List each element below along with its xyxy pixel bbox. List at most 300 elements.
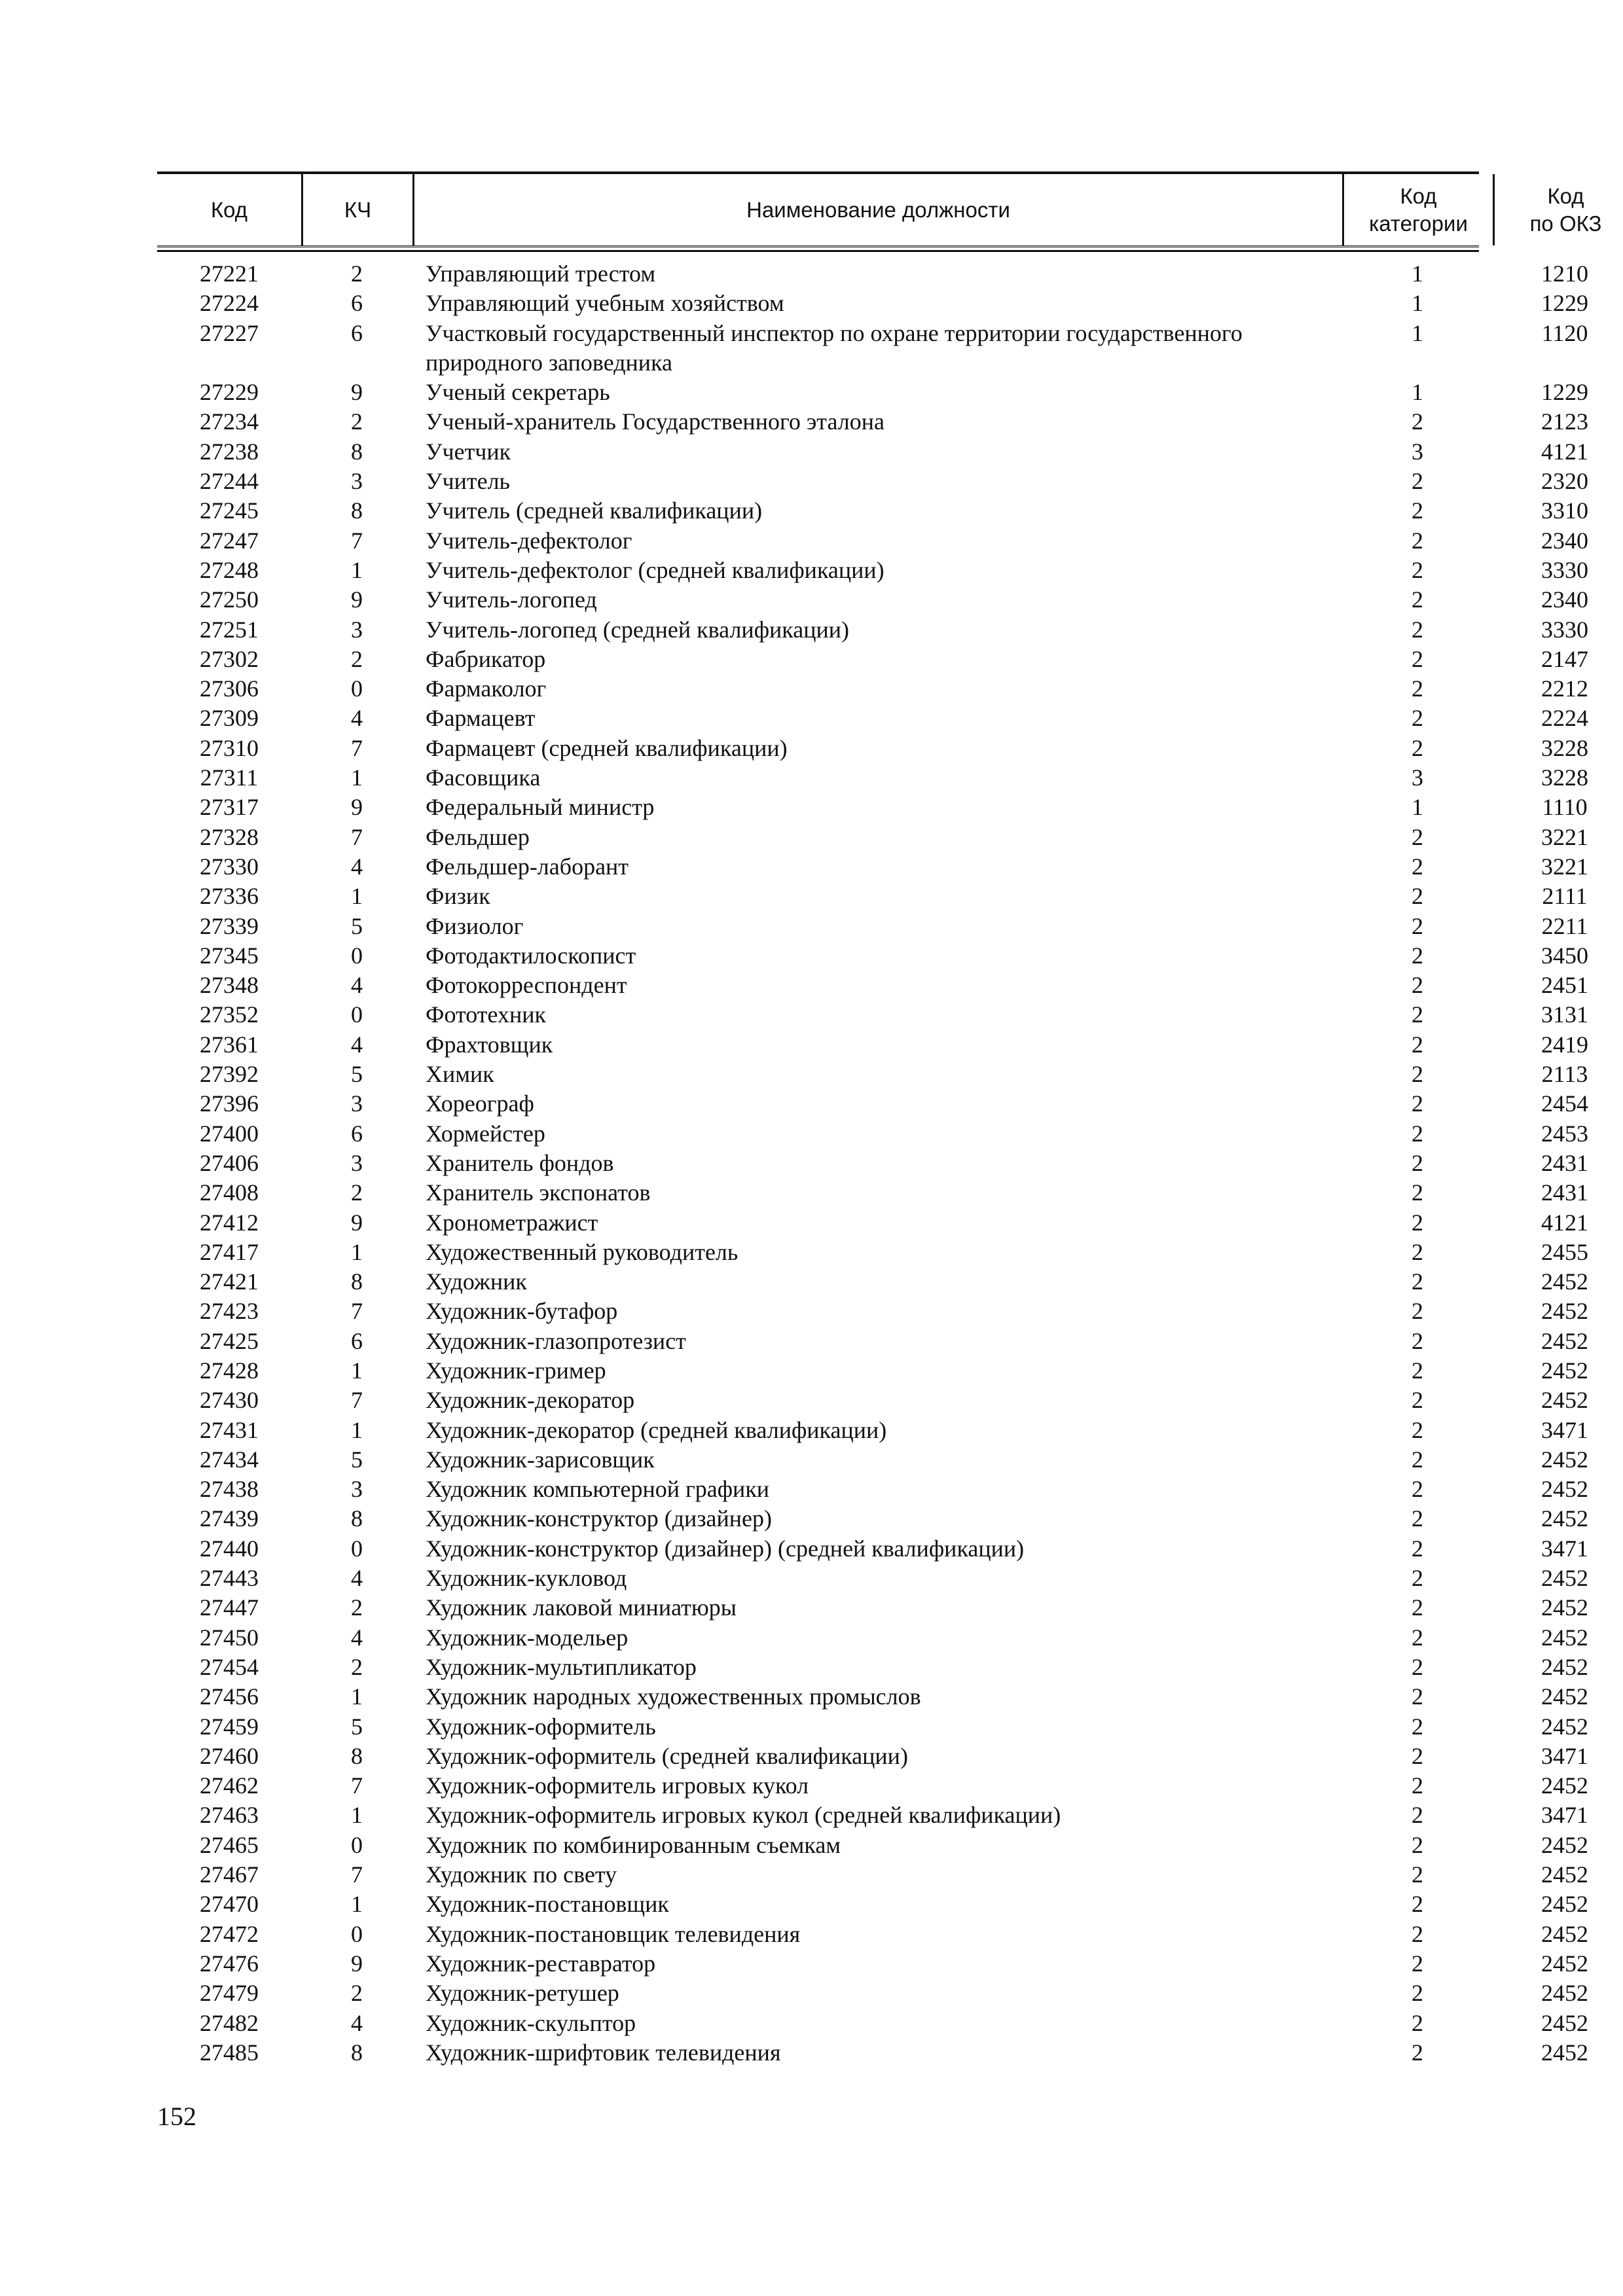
cell-okz-code: 2452 [1541, 1920, 1588, 1947]
cell-category-code: 2 [1412, 1357, 1423, 1384]
cell-okz-code: 2452 [1541, 1653, 1588, 1680]
cell-kch: 8 [351, 497, 363, 524]
table-row [157, 407, 1588, 437]
table-row [157, 793, 1588, 822]
cell-category-code: 2 [1412, 675, 1423, 702]
cell-position-name: Хранитель фондов [426, 1149, 614, 1176]
cell-category-code: 1 [1412, 319, 1423, 346]
cell-category-code: 2 [1412, 556, 1423, 583]
cell-category-code: 2 [1412, 1061, 1423, 1088]
cell-position-name: Хранитель экспонатов [426, 1179, 651, 1206]
cell-category-code: 2 [1412, 1001, 1423, 1028]
cell-code: 27234 [200, 408, 259, 435]
cell-kch: 1 [351, 556, 363, 583]
cell-position-name: Физик [426, 883, 490, 910]
table-row [157, 1831, 1588, 1860]
cell-code: 27439 [200, 1505, 259, 1532]
cell-code: 27244 [200, 468, 259, 495]
cell-okz-code: 1210 [1541, 260, 1588, 287]
cell-okz-code: 2452 [1541, 1861, 1588, 1888]
cell-kch: 3 [351, 616, 363, 643]
cell-kch: 2 [351, 408, 363, 435]
cell-code: 27443 [200, 1565, 259, 1592]
table-row [157, 1475, 1588, 1504]
cell-category-code: 3 [1412, 764, 1423, 791]
page-number: 152 [157, 2102, 196, 2131]
cell-kch: 5 [351, 1713, 363, 1740]
cell-okz-code: 4121 [1541, 1209, 1588, 1236]
table-row [157, 1949, 1588, 1979]
header-position-name: Наименование должности [412, 174, 1342, 245]
table-row [157, 259, 1588, 289]
table-row [157, 1000, 1588, 1030]
cell-code: 27306 [200, 675, 259, 702]
cell-position-name: Фототехник [426, 1001, 547, 1028]
table-row [157, 1297, 1588, 1326]
cell-category-code: 2 [1412, 1831, 1423, 1858]
cell-code: 27400 [200, 1120, 259, 1147]
cell-code: 27465 [200, 1831, 259, 1858]
cell-kch: 9 [351, 794, 363, 821]
table-row [157, 1119, 1588, 1149]
table-row [157, 1267, 1588, 1297]
table-row [157, 1712, 1588, 1742]
cell-code: 27470 [200, 1891, 259, 1918]
cell-category-code: 2 [1412, 823, 1423, 850]
cell-position-name: Художник-бутафор [426, 1298, 618, 1325]
table-row [157, 674, 1588, 704]
cell-position-name: Фотодактилоскопист [426, 942, 636, 969]
cell-position-name: Учитель-логопед [426, 586, 597, 613]
table-header [157, 171, 1602, 247]
cell-position-name: Учитель (средней квалификации) [426, 497, 763, 524]
cell-kch: 7 [351, 734, 363, 761]
cell-kch: 9 [351, 1209, 363, 1236]
cell-code: 27476 [200, 1950, 259, 1977]
cell-kch: 0 [351, 675, 363, 702]
cell-category-code: 2 [1412, 1920, 1423, 1947]
cell-kch: 5 [351, 912, 363, 939]
cell-okz-code: 2224 [1541, 705, 1588, 732]
table-row [157, 1416, 1588, 1445]
cell-okz-code: 2123 [1541, 408, 1588, 435]
cell-okz-code: 2451 [1541, 972, 1588, 999]
cell-kch: 3 [351, 1476, 363, 1503]
cell-position-name: Фотокорреспондент [426, 972, 627, 999]
cell-kch: 5 [351, 1061, 363, 1088]
cell-okz-code: 2452 [1541, 1713, 1588, 1740]
cell-kch: 4 [351, 1624, 363, 1651]
cell-category-code: 2 [1412, 1031, 1423, 1058]
cell-code: 27450 [200, 1624, 259, 1651]
cell-kch: 2 [351, 645, 363, 672]
cell-code: 27250 [200, 586, 259, 613]
cell-kch: 6 [351, 1120, 363, 1147]
cell-code: 27425 [200, 1327, 259, 1354]
cell-position-name: Художник-реставратор [426, 1950, 656, 1977]
cell-code: 27238 [200, 438, 259, 465]
cell-kch: 4 [351, 1031, 363, 1058]
cell-okz-code: 2452 [1541, 1891, 1588, 1918]
cell-code: 27447 [200, 1594, 259, 1621]
cell-kch: 8 [351, 1505, 363, 1532]
cell-kch: 1 [351, 1683, 363, 1710]
cell-position-name: Художник-модельер [426, 1624, 629, 1651]
cell-kch: 1 [351, 764, 363, 791]
cell-okz-code: 1229 [1541, 379, 1588, 406]
table-row [157, 941, 1588, 971]
cell-code: 27485 [200, 2039, 259, 2066]
cell-okz-code: 3330 [1541, 616, 1588, 643]
cell-category-code: 2 [1412, 1476, 1423, 1503]
table-row [157, 1623, 1588, 1653]
cell-okz-code: 3228 [1541, 764, 1588, 791]
cell-okz-code: 2431 [1541, 1149, 1588, 1176]
cell-position-name: Фармацевт (средней квалификации) [426, 734, 788, 761]
cell-code: 27227 [200, 319, 259, 346]
cell-kch: 1 [351, 1416, 363, 1443]
cell-okz-code: 2340 [1541, 527, 1588, 554]
cell-code: 27421 [200, 1268, 259, 1295]
cell-position-name: Художник-оформитель игровых кукол (средней квалификации) [426, 1802, 1061, 1829]
cell-kch: 7 [351, 1772, 363, 1799]
cell-okz-code: 2452 [1541, 1980, 1588, 2007]
cell-kch: 4 [351, 972, 363, 999]
table-row [157, 1089, 1588, 1119]
cell-okz-code: 2452 [1541, 1624, 1588, 1651]
table-row [157, 1682, 1588, 1712]
cell-position-name: Химик [426, 1061, 494, 1088]
table-row [157, 556, 1588, 585]
cell-kch: 1 [351, 1238, 363, 1265]
cell-okz-code: 3450 [1541, 942, 1588, 969]
table-row [157, 378, 1588, 407]
cell-okz-code: 3228 [1541, 734, 1588, 761]
table-row [157, 1060, 1588, 1089]
cell-position-name: Художник-оформитель [426, 1713, 656, 1740]
cell-code: 27467 [200, 1861, 259, 1888]
cell-okz-code: 3471 [1541, 1802, 1588, 1829]
cell-kch: 4 [351, 1565, 363, 1592]
cell-category-code: 2 [1412, 1387, 1423, 1414]
cell-okz-code: 3471 [1541, 1416, 1588, 1443]
cell-category-code: 2 [1412, 1772, 1423, 1799]
cell-category-code: 2 [1412, 1535, 1423, 1562]
cell-category-code: 2 [1412, 705, 1423, 732]
table-row [157, 1178, 1588, 1208]
cell-okz-code: 1120 [1541, 319, 1588, 346]
table-row [157, 882, 1588, 911]
cell-code: 27431 [200, 1416, 259, 1443]
cell-position-name: Художник-кукловод [426, 1565, 627, 1592]
cell-position-name: Художник-гример [426, 1357, 606, 1384]
table-row [157, 1327, 1588, 1356]
cell-code: 27406 [200, 1149, 259, 1176]
table-row [157, 526, 1588, 556]
cell-position-name: Художник-зарисовщик [426, 1446, 655, 1473]
cell-code: 27248 [200, 556, 259, 583]
cell-okz-code: 3471 [1541, 1742, 1588, 1769]
table-row [157, 1386, 1588, 1415]
cell-position-name: Художник-декоратор (средней квалификации) [426, 1416, 887, 1443]
cell-position-name: Хронометражист [426, 1209, 598, 1236]
cell-okz-code: 2452 [1541, 1268, 1588, 1295]
cell-category-code: 2 [1412, 2039, 1423, 2066]
cell-position-name: Хормейстер [426, 1120, 545, 1147]
cell-category-code: 2 [1412, 1327, 1423, 1354]
table-row [157, 2038, 1588, 2068]
cell-code: 27454 [200, 1653, 259, 1680]
cell-kch: 0 [351, 942, 363, 969]
cell-code: 27463 [200, 1802, 259, 1829]
cell-position-name: Управляющий трестом [426, 260, 656, 287]
cell-position-name: Художник по комбинированным съемкам [426, 1831, 841, 1858]
cell-okz-code: 3221 [1541, 823, 1588, 850]
cell-okz-code: 2452 [1541, 1327, 1588, 1354]
cell-category-code: 2 [1412, 912, 1423, 939]
cell-position-name: Художник-оформитель игровых кукол [426, 1772, 809, 1799]
table-row [157, 1653, 1588, 1682]
cell-code: 27472 [200, 1920, 259, 1947]
cell-code: 27336 [200, 883, 259, 910]
table-row [157, 1208, 1588, 1238]
cell-category-code: 2 [1412, 1179, 1423, 1206]
cell-category-code: 2 [1412, 1950, 1423, 1977]
cell-position-name: Фасовщика [426, 764, 541, 791]
cell-position-name: Художник народных художественных промыслов [426, 1683, 921, 1710]
header-code: Код [210, 197, 248, 222]
cell-position-name: Художник-постановщик [426, 1891, 669, 1918]
cell-kch: 2 [351, 1594, 363, 1621]
table-row [157, 1860, 1588, 1890]
cell-code: 27251 [200, 616, 259, 643]
cell-position-name: Учитель-дефектолог (средней квалификации) [426, 556, 884, 583]
cell-position-name: Учитель-дефектолог [426, 527, 632, 554]
cell-code: 27392 [200, 1061, 259, 1088]
header-category-code: Код категории [1342, 174, 1493, 245]
cell-category-code: 2 [1412, 1090, 1423, 1117]
cell-position-name: Участковый государственный инспектор по охране территории государственного природного заповедника [426, 319, 1243, 376]
cell-position-name: Хореограф [426, 1090, 534, 1117]
cell-kch: 7 [351, 823, 363, 850]
cell-code: 27245 [200, 497, 259, 524]
table-row [157, 1771, 1588, 1801]
cell-code: 27482 [200, 2009, 259, 2036]
cell-okz-code: 2113 [1541, 1061, 1588, 1088]
cell-position-name: Художник [426, 1268, 527, 1295]
table-row [157, 1920, 1588, 1949]
table-row [157, 823, 1588, 852]
cell-kch: 8 [351, 2039, 363, 2066]
cell-category-code: 2 [1412, 1446, 1423, 1473]
cell-category-code: 1 [1412, 290, 1423, 317]
cell-okz-code: 2452 [1541, 1476, 1588, 1503]
cell-code: 27317 [200, 794, 259, 821]
cell-code: 27348 [200, 972, 259, 999]
table-row [157, 1742, 1588, 1771]
table-row [157, 1445, 1588, 1475]
cell-code: 27412 [200, 1209, 259, 1236]
cell-position-name: Учитель [426, 468, 510, 495]
table-body [157, 259, 1588, 2068]
cell-kch: 0 [351, 1535, 363, 1562]
table-row [157, 1238, 1588, 1267]
cell-code: 27302 [200, 645, 259, 672]
cell-position-name: Художник-конструктор (дизайнер) [426, 1505, 773, 1532]
cell-category-code: 2 [1412, 1149, 1423, 1176]
cell-okz-code: 2452 [1541, 1505, 1588, 1532]
cell-kch: 0 [351, 1920, 363, 1947]
cell-okz-code: 2454 [1541, 1090, 1588, 1117]
cell-category-code: 1 [1412, 794, 1423, 821]
cell-kch: 3 [351, 1149, 363, 1176]
cell-position-name: Физиолог [426, 912, 524, 939]
cell-code: 27428 [200, 1357, 259, 1384]
cell-okz-code: 2340 [1541, 586, 1588, 613]
cell-kch: 0 [351, 1831, 363, 1858]
cell-kch: 3 [351, 468, 363, 495]
cell-kch: 1 [351, 1802, 363, 1829]
cell-code: 27352 [200, 1001, 259, 1028]
cell-okz-code: 2431 [1541, 1179, 1588, 1206]
cell-code: 27310 [200, 734, 259, 761]
cell-kch: 7 [351, 527, 363, 554]
cell-kch: 6 [351, 319, 363, 346]
cell-category-code: 2 [1412, 1713, 1423, 1740]
cell-category-code: 2 [1412, 1416, 1423, 1443]
cell-code: 27456 [200, 1683, 259, 1710]
cell-position-name: Учитель-логопед (средней квалификации) [426, 616, 849, 643]
cell-position-name: Художник-ретушер [426, 1980, 619, 2007]
table-row [157, 1149, 1588, 1178]
cell-okz-code: 2452 [1541, 1683, 1588, 1710]
cell-category-code: 2 [1412, 1802, 1423, 1829]
cell-position-name: Фармаколог [426, 675, 547, 702]
cell-category-code: 2 [1412, 883, 1423, 910]
cell-okz-code: 2452 [1541, 1772, 1588, 1799]
table-row [157, 734, 1588, 763]
table-row [157, 1534, 1588, 1564]
cell-code: 27417 [200, 1238, 259, 1265]
table-row [157, 1979, 1588, 2008]
cell-position-name: Художник-глазопротезист [426, 1327, 686, 1354]
cell-position-name: Художник компьютерной графики [426, 1476, 770, 1503]
cell-kch: 1 [351, 883, 363, 910]
cell-category-code: 2 [1412, 1624, 1423, 1651]
cell-position-name: Художник-мультипликатор [426, 1653, 697, 1680]
cell-kch: 9 [351, 586, 363, 613]
cell-kch: 9 [351, 1950, 363, 1977]
cell-category-code: 2 [1412, 1891, 1423, 1918]
cell-okz-code: 2111 [1542, 883, 1588, 910]
cell-category-code: 2 [1412, 1861, 1423, 1888]
cell-code: 27408 [200, 1179, 259, 1206]
cell-okz-code: 2452 [1541, 1594, 1588, 1621]
cell-kch: 5 [351, 1446, 363, 1473]
cell-position-name: Фельдшер [426, 823, 530, 850]
table-row [157, 1504, 1588, 1534]
cell-kch: 1 [351, 1891, 363, 1918]
table-row [157, 289, 1588, 318]
header-kch: КЧ [301, 174, 412, 245]
table-row [157, 1030, 1588, 1060]
cell-okz-code: 3330 [1541, 556, 1588, 583]
cell-code: 27339 [200, 912, 259, 939]
cell-code: 27430 [200, 1387, 259, 1414]
table-row [157, 437, 1588, 467]
cell-position-name: Ученый-хранитель Государственного эталона [426, 408, 884, 435]
cell-kch: 8 [351, 1742, 363, 1769]
table-row [157, 1890, 1588, 1919]
cell-position-name: Художественный руководитель [426, 1238, 739, 1265]
cell-category-code: 2 [1412, 734, 1423, 761]
cell-okz-code: 2452 [1541, 1565, 1588, 1592]
cell-code: 27423 [200, 1298, 259, 1325]
cell-position-name: Фельдшер-лаборант [426, 853, 629, 880]
cell-position-name: Художник-постановщик телевидения [426, 1920, 801, 1947]
cell-code: 27345 [200, 942, 259, 969]
cell-position-name: Фрахтовщик [426, 1031, 553, 1058]
cell-kch: 4 [351, 2009, 363, 2036]
cell-okz-code: 2452 [1541, 1387, 1588, 1414]
cell-kch: 1 [351, 1357, 363, 1384]
table-row [157, 585, 1588, 615]
table-row [157, 2009, 1588, 2038]
cell-kch: 8 [351, 438, 363, 465]
cell-category-code: 2 [1412, 2009, 1423, 2036]
cell-kch: 2 [351, 1653, 363, 1680]
cell-code: 27462 [200, 1772, 259, 1799]
cell-category-code: 2 [1412, 1238, 1423, 1265]
cell-okz-code: 2452 [1541, 2009, 1588, 2036]
cell-okz-code: 3471 [1541, 1535, 1588, 1562]
cell-category-code: 2 [1412, 527, 1423, 554]
cell-okz-code: 3221 [1541, 853, 1588, 880]
table-row [157, 912, 1588, 941]
cell-kch: 0 [351, 1001, 363, 1028]
cell-position-name: Художник-конструктор (дизайнер) (средней квалификации) [426, 1535, 1025, 1562]
cell-position-name: Художник-скульптор [426, 2009, 636, 2036]
cell-category-code: 2 [1412, 1683, 1423, 1710]
cell-category-code: 1 [1412, 260, 1423, 287]
cell-code: 27396 [200, 1090, 259, 1117]
cell-category-code: 2 [1412, 586, 1423, 613]
table-row [157, 319, 1588, 378]
cell-position-name: Управляющий учебным хозяйством [426, 290, 784, 317]
cell-category-code: 3 [1412, 438, 1423, 465]
cell-okz-code: 2452 [1541, 2039, 1588, 2066]
cell-category-code: 2 [1412, 1980, 1423, 2007]
table-row [157, 1593, 1588, 1623]
cell-code: 27459 [200, 1713, 259, 1740]
cell-okz-code: 2320 [1541, 468, 1588, 495]
cell-okz-code: 3310 [1541, 497, 1588, 524]
cell-okz-code: 2452 [1541, 1446, 1588, 1473]
cell-okz-code: 2453 [1541, 1120, 1588, 1147]
cell-okz-code: 2455 [1541, 1238, 1588, 1265]
table-row [157, 971, 1588, 1000]
table-row [157, 704, 1588, 733]
cell-kch: 2 [351, 260, 363, 287]
cell-kch: 3 [351, 1090, 363, 1117]
cell-position-name: Ученый секретарь [426, 379, 610, 406]
cell-position-name: Фармацевт [426, 705, 536, 732]
cell-position-name: Художник лаковой миниатюры [426, 1594, 737, 1621]
cell-position-name: Федеральный министр [426, 794, 655, 821]
cell-position-name: Художник по свету [426, 1861, 617, 1888]
cell-code: 27434 [200, 1446, 259, 1473]
cell-okz-code: 1110 [1542, 794, 1588, 821]
